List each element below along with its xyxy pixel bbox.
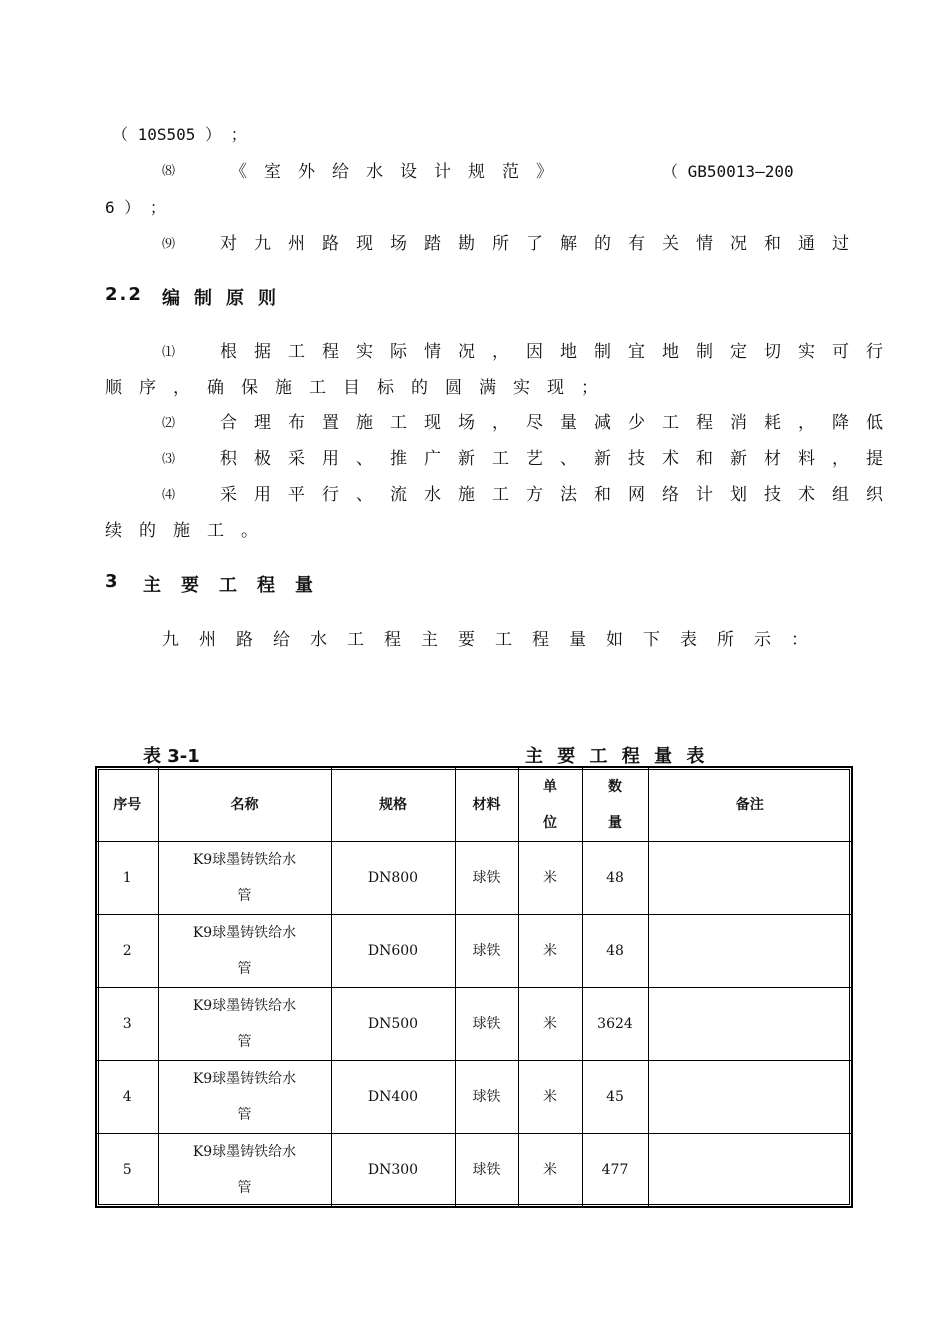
cell-name-b: 管 (237, 1034, 252, 1050)
section-3-number: 3 (105, 571, 132, 592)
header-qty-b: 量 (608, 814, 622, 831)
table-intro-text: 九州路给水工程主要工程量如下表所示： (162, 630, 828, 650)
table-row (96, 1134, 852, 1208)
cell-name-b: 管 (237, 888, 252, 904)
cell-name-b: 管 (237, 1107, 252, 1123)
cell-spec: DN600 (331, 915, 455, 988)
item-8-code-cont: 6 ） ； (105, 198, 166, 217)
header-unit-a: 单 (543, 778, 557, 795)
item-8-code: （ GB50013—200 (662, 162, 794, 181)
principle-1-number: ⑴ (162, 345, 176, 360)
table-title: 主 要 工 程 量 表 (525, 746, 709, 767)
cell-material: 球铁 (455, 915, 518, 988)
table-header-row (96, 767, 852, 842)
cell-name-a: K9球墨铸铁给水 (192, 1071, 297, 1087)
cell-note (648, 915, 852, 988)
cell-unit: 米 (518, 915, 582, 988)
table-row (96, 842, 852, 915)
cell-material: 球铁 (455, 1134, 518, 1208)
cell-name-a: K9球墨铸铁给水 (192, 998, 297, 1014)
cell-name (158, 988, 331, 1061)
cell-spec: DN500 (331, 988, 455, 1061)
cell-unit: 米 (518, 842, 582, 915)
cell-unit: 米 (518, 1134, 582, 1208)
cell-name-a: K9球墨铸铁给水 (192, 1144, 297, 1160)
cell-unit: 米 (518, 1061, 582, 1134)
table-number: 表 3-1 (143, 746, 200, 767)
cell-seq: 1 (96, 842, 158, 915)
cell-seq: 3 (96, 988, 158, 1061)
cell-material: 球铁 (455, 842, 518, 915)
section-3-title: 主要工程量 (143, 575, 333, 596)
item-9-number: ⑼ (162, 237, 176, 252)
cell-note (648, 1134, 852, 1208)
quantities-table (95, 766, 853, 1208)
principle-4-text-cont: 续的施工。 (105, 521, 275, 541)
cell-name-b: 管 (237, 961, 252, 977)
table-row (96, 988, 852, 1061)
cell-unit: 米 (518, 988, 582, 1061)
header-note: 备注 (648, 767, 852, 842)
cell-spec: DN300 (331, 1134, 455, 1208)
principle-3-text: 积极采用、推广新工艺、新技术和新材料，提 (220, 449, 900, 469)
standard-ref-line: （ 10S505 ） ； (112, 125, 247, 144)
principle-4-number: ⑷ (162, 488, 176, 503)
cell-note (648, 842, 852, 915)
header-spec: 规格 (331, 767, 455, 842)
principle-1-text: 根据工程实际情况，因地制宜地制定切实可行 (220, 342, 900, 362)
cell-name (158, 1134, 331, 1208)
principle-4-text: 采用平行、流水施工方法和网络计划技术组织 (220, 485, 900, 505)
header-unit-b: 位 (543, 814, 557, 831)
cell-seq: 2 (96, 915, 158, 988)
cell-qty: 48 (582, 842, 648, 915)
cell-name-a: K9球墨铸铁给水 (192, 925, 297, 941)
cell-name-b: 管 (237, 1180, 252, 1196)
header-name: 名称 (158, 767, 331, 842)
item-8-text: 《室外给水设计规范》 (230, 162, 570, 182)
header-material: 材料 (455, 767, 518, 842)
cell-spec: DN400 (331, 1061, 455, 1134)
table-row (96, 1061, 852, 1134)
cell-qty: 45 (582, 1061, 648, 1134)
principle-1-text-cont: 顺序，确保施工目标的圆满实现； (105, 378, 615, 398)
item-9-text: 对九州路现场踏勘所了解的有关情况和通过 (220, 234, 866, 254)
cell-seq: 5 (96, 1134, 158, 1208)
cell-name-a: K9球墨铸铁给水 (192, 852, 297, 868)
cell-note (648, 1061, 852, 1134)
cell-qty: 477 (582, 1134, 648, 1208)
section-2-2-title: 编制原则 (162, 288, 290, 309)
header-qty-a: 数 (608, 778, 622, 795)
header-seq: 序号 (96, 767, 158, 842)
cell-seq: 4 (96, 1061, 158, 1134)
header-qty (582, 767, 648, 842)
cell-material: 球铁 (455, 1061, 518, 1134)
principle-3-number: ⑶ (162, 452, 176, 467)
cell-material: 球铁 (455, 988, 518, 1061)
header-unit (518, 767, 582, 842)
cell-name (158, 842, 331, 915)
cell-note (648, 988, 852, 1061)
cell-qty: 3624 (582, 988, 648, 1061)
cell-name (158, 1061, 331, 1134)
cell-name (158, 915, 331, 988)
cell-qty: 48 (582, 915, 648, 988)
item-8-number: ⑻ (162, 164, 176, 179)
principle-2-text: 合理布置施工现场，尽量减少工程消耗，降低 (220, 413, 900, 433)
cell-spec: DN800 (331, 842, 455, 915)
table-row (96, 915, 852, 988)
principle-2-number: ⑵ (162, 416, 176, 431)
section-2-2-number: 2.2 (105, 284, 143, 305)
